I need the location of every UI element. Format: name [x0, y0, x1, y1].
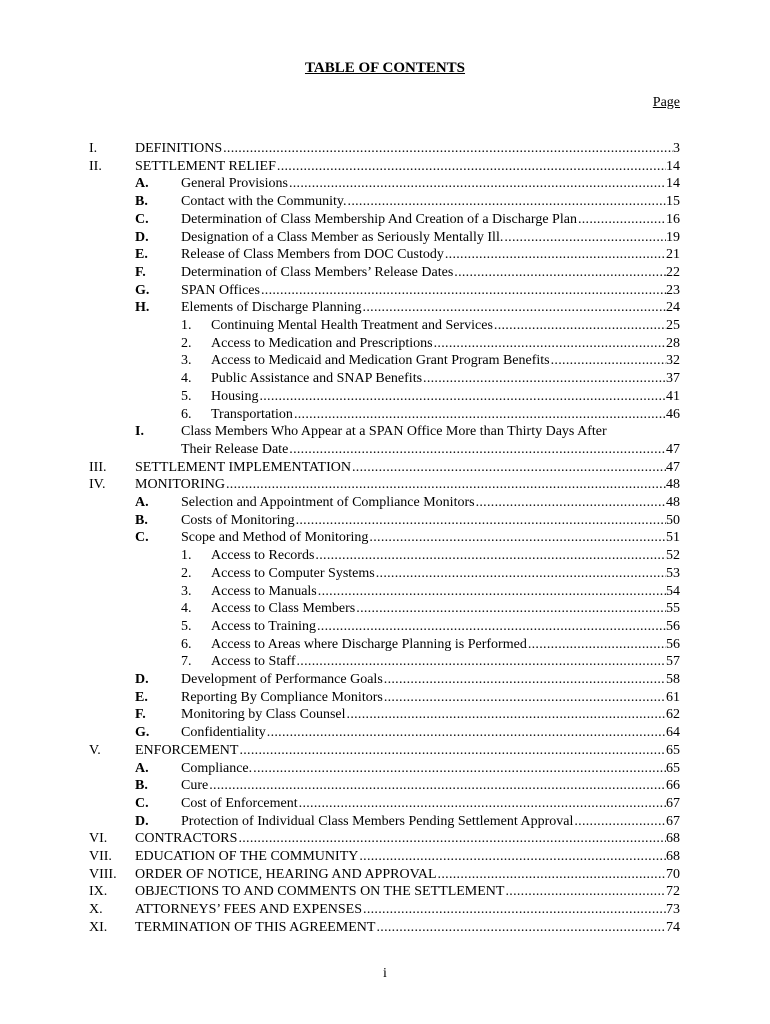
- toc-entry-title: Development of Performance Goals: [181, 672, 383, 687]
- toc-entry: [0, 140, 770, 158]
- toc-dot-leader: [352, 459, 666, 477]
- toc-entry-page: 65: [666, 742, 680, 758]
- toc-entry-number: 4.: [181, 601, 192, 617]
- toc-dot-leader: [528, 636, 666, 654]
- toc-dot-leader: [299, 795, 666, 813]
- toc-entry-title: Access to Medicaid and Medication Grant Program Benefits: [211, 353, 550, 369]
- toc-entry-number: 4.: [181, 371, 192, 387]
- toc-entry-line: [211, 406, 680, 424]
- toc-entry: [0, 476, 770, 494]
- toc-entry-title: SPAN Offices: [181, 282, 260, 298]
- toc-entry-line: [181, 529, 680, 547]
- toc-entry-page: 53: [666, 565, 680, 581]
- toc-entry-title: Selection and Appointment of Compliance Monitors: [181, 495, 475, 510]
- toc-entry-number: E.: [135, 247, 148, 263]
- toc-dot-leader: [423, 370, 666, 388]
- toc-entry-number: 5.: [181, 618, 192, 634]
- toc-entry-title: ATTORNEYS’ FEES AND EXPENSES: [135, 902, 363, 918]
- toc-entry-page: 57: [666, 654, 680, 670]
- toc-dot-leader: [238, 830, 666, 848]
- toc-entry-number: 7.: [181, 654, 192, 670]
- toc-dot-leader: [504, 229, 666, 247]
- toc-entry-page: 37: [666, 371, 680, 387]
- toc-entry: [0, 423, 770, 441]
- toc-dot-leader: [315, 547, 666, 565]
- toc-entry-number: IX.: [89, 884, 108, 900]
- toc-entry-number: I.: [135, 424, 144, 440]
- toc-entry: [0, 618, 770, 636]
- toc-entry-title: Reporting By Compliance Monitors: [181, 689, 383, 705]
- toc-entry-page: 51: [666, 530, 680, 546]
- toc-entry-line: [211, 583, 680, 601]
- toc-dot-leader: [289, 441, 666, 459]
- toc-entry-title: Designation of a Class Member as Seriously Mentally Ill.: [181, 229, 504, 245]
- toc-entry-title: Access to Class Members: [211, 601, 356, 617]
- toc-entry-title: Protection of Individual Class Members Pending Settlement Approval: [181, 813, 574, 829]
- toc-entry-title: Access to Medication and Prescriptions: [211, 335, 433, 351]
- toc-entry: [0, 175, 770, 193]
- toc-entry-page: 14: [666, 158, 680, 174]
- toc-entry-line: [181, 299, 680, 317]
- toc-entry-page: 68: [666, 831, 680, 847]
- toc-entry-number: B.: [135, 512, 148, 528]
- toc-entry-number: 6.: [181, 636, 192, 652]
- toc-entry-line: [181, 246, 680, 264]
- toc-entry: [0, 547, 770, 565]
- toc-entry: [0, 883, 770, 901]
- toc-entry-number: G.: [135, 282, 150, 298]
- toc-entry-page: 24: [666, 300, 680, 316]
- toc-entry-page: 66: [666, 778, 680, 794]
- toc-entry-page: 41: [666, 388, 680, 404]
- toc-dot-leader: [369, 529, 666, 547]
- toc-entry-line: [181, 813, 680, 831]
- toc-entry-title: Cost of Enforcement: [181, 795, 298, 811]
- toc-entry-page: 3: [673, 141, 680, 156]
- toc-entry-page: 67: [666, 813, 680, 829]
- toc-entry-page: 64: [666, 725, 680, 741]
- toc-entry-number: 2.: [181, 565, 192, 581]
- toc-entry: [0, 264, 770, 282]
- toc-entry: [0, 459, 770, 477]
- toc-entry-page: 22: [666, 264, 680, 280]
- toc-dot-leader: [289, 175, 666, 193]
- toc-entry-title: General Provisions: [181, 176, 288, 192]
- toc-entry: [0, 830, 770, 848]
- toc-entry-number: B.: [135, 194, 148, 210]
- toc-entry: [0, 689, 770, 707]
- toc-entry-line: [181, 760, 680, 778]
- toc-entry: [0, 370, 770, 388]
- toc-entry-title: ORDER OF NOTICE, HEARING AND APPROVAL: [135, 866, 437, 882]
- toc-entry-page: 48: [666, 495, 680, 510]
- toc-entry-number: VI.: [89, 831, 108, 847]
- toc-entry-page: 68: [666, 849, 680, 864]
- toc-entry-page: 28: [666, 335, 680, 351]
- toc-dot-leader: [318, 583, 666, 601]
- toc-entry-number: D.: [135, 813, 149, 829]
- toc-entry-page: 73: [666, 902, 680, 918]
- toc-entry-page: 62: [666, 707, 680, 723]
- toc-entry-line: [181, 689, 680, 707]
- toc-entry-line: [135, 901, 680, 919]
- toc-entry-title: TERMINATION OF THIS AGREEMENT: [135, 919, 376, 935]
- toc-entry-number: VIII.: [89, 866, 117, 882]
- toc-entry-title: Access to Records: [211, 548, 315, 564]
- toc-dot-leader: [209, 777, 666, 795]
- toc-entry-line: [135, 140, 680, 158]
- toc-entry-page: 55: [666, 601, 680, 617]
- toc-entry-line: [211, 636, 680, 654]
- toc-entry: [0, 795, 770, 813]
- toc-dot-leader: [296, 512, 666, 530]
- toc-entry: [0, 494, 770, 512]
- toc-dot-leader: [356, 600, 666, 618]
- toc-entry-number: IV.: [89, 477, 106, 493]
- toc-entry-number: XI.: [89, 919, 108, 935]
- page-column-label: Page: [652, 95, 680, 110]
- toc-entry: [0, 317, 770, 335]
- toc-entry-number: C.: [135, 530, 149, 546]
- toc-entry: [0, 529, 770, 547]
- toc-entry: [0, 246, 770, 264]
- toc-entry-line: [181, 264, 680, 282]
- toc-entry-page: 72: [666, 884, 680, 900]
- toc-entry-number: F.: [135, 707, 146, 723]
- toc-entry-line: [181, 175, 680, 193]
- toc-entry-page: 67: [666, 795, 680, 811]
- toc-entry: [0, 866, 770, 884]
- toc-entry-title: Determination of Class Membership And Creation of a Discharge Plan: [181, 211, 577, 227]
- toc-dot-leader: [317, 618, 666, 636]
- toc-entry-number: 6.: [181, 406, 192, 422]
- toc-entry-number: 1.: [181, 548, 192, 564]
- toc-entry-number: VII.: [89, 849, 112, 864]
- toc-entry-number: A.: [135, 495, 149, 510]
- toc-entry-line: [135, 830, 680, 848]
- toc-entry: [0, 229, 770, 247]
- toc-dot-leader: [223, 140, 673, 158]
- toc-entry-page: 52: [666, 548, 680, 564]
- toc-entry-line: [211, 653, 680, 671]
- toc-dot-leader: [454, 264, 666, 282]
- toc-entry-line: [181, 193, 680, 211]
- toc-entry-line: [181, 795, 680, 813]
- toc-entry: [0, 211, 770, 229]
- toc-entry-line: [135, 742, 680, 760]
- toc-entry-title: Transportation: [211, 406, 293, 422]
- toc-dot-leader: [348, 193, 666, 211]
- toc-entry-line: [211, 370, 680, 388]
- toc-entry-number: G.: [135, 725, 150, 741]
- toc-entry-line: [211, 618, 680, 636]
- toc-entry-number: A.: [135, 176, 149, 192]
- toc-entry-line: [181, 494, 680, 512]
- toc-entry-page: 54: [666, 583, 680, 599]
- toc-entry: [0, 565, 770, 583]
- toc-entry: [0, 636, 770, 654]
- toc-entry-line: [135, 459, 680, 477]
- toc-dot-leader: [363, 901, 666, 919]
- toc-dot-leader: [445, 246, 666, 264]
- toc-entry: [0, 653, 770, 671]
- toc-entry-title: Scope and Method of Monitoring: [181, 530, 369, 546]
- toc-dot-leader: [438, 866, 666, 884]
- toc-entry: [0, 441, 770, 459]
- toc-entry: [0, 742, 770, 760]
- toc-entry-page: 50: [666, 512, 680, 528]
- toc-entry: [0, 813, 770, 831]
- toc-entry-page: 58: [666, 672, 680, 687]
- toc-entry-title: Monitoring by Class Counsel: [181, 707, 346, 723]
- toc-dot-leader: [259, 388, 666, 406]
- toc-dot-leader: [277, 158, 666, 176]
- toc-entry: [0, 760, 770, 778]
- toc-entry-number: B.: [135, 778, 148, 794]
- toc-entry: [0, 193, 770, 211]
- toc-entry-line: [181, 777, 680, 795]
- toc-entry-line: [211, 317, 680, 335]
- toc-dot-leader: [267, 724, 666, 742]
- toc-entry-title: Cure: [181, 778, 209, 794]
- toc-dot-leader: [261, 282, 666, 300]
- toc-entry-page: 47: [666, 459, 680, 475]
- toc-entry-title: Release of Class Members from DOC Custody: [181, 247, 444, 263]
- page-title: TABLE OF CONTENTS: [304, 60, 466, 76]
- toc-dot-leader: [505, 883, 666, 901]
- toc-entry-title: Compliance.: [181, 760, 253, 776]
- toc-dot-leader: [574, 813, 666, 831]
- toc-entry-line: [135, 158, 680, 176]
- toc-dot-leader: [494, 317, 666, 335]
- toc-entry: [0, 352, 770, 370]
- toc-entry-page: 25: [666, 318, 680, 333]
- toc-entry: [0, 299, 770, 317]
- toc-entry-title: Class Members Who Appear at a SPAN Office More than Thirty Days After: [181, 424, 607, 440]
- toc-entry: [0, 919, 770, 937]
- toc-dot-leader: [297, 653, 667, 671]
- toc-entry-line: [181, 724, 680, 742]
- toc-entry: [0, 671, 770, 689]
- toc-entry-title: Confidentiality: [181, 725, 266, 741]
- toc-entry-title: MONITORING: [135, 477, 225, 493]
- toc-entry-line: [181, 211, 680, 229]
- page-number-footer: i: [383, 966, 387, 981]
- toc-entry: [0, 158, 770, 176]
- toc-entry-number: F.: [135, 264, 146, 280]
- toc-entry-page: 15: [666, 194, 680, 210]
- toc-entry-title: Access to Computer Systems: [211, 565, 375, 581]
- toc-entry: [0, 583, 770, 601]
- toc-entry-line: [211, 352, 680, 370]
- toc-dot-leader: [347, 706, 666, 724]
- toc-entry-title: Elements of Discharge Planning: [181, 300, 362, 316]
- toc-entry-title: Housing: [211, 388, 259, 404]
- toc-dot-leader: [253, 760, 666, 778]
- toc-entry-line: [181, 441, 680, 459]
- toc-dot-leader: [578, 211, 666, 229]
- toc-entry: [0, 406, 770, 424]
- toc-entry-title: Public Assistance and SNAP Benefits: [211, 371, 423, 387]
- toc-dot-leader: [376, 919, 666, 937]
- toc-entry-page: 56: [666, 636, 680, 652]
- toc-entry-number: 3.: [181, 353, 192, 369]
- toc-entry-page: 70: [666, 866, 680, 882]
- toc-entry: [0, 848, 770, 866]
- toc-dot-leader: [376, 565, 666, 583]
- toc-entry-line: [135, 919, 680, 937]
- toc-entry-title: CONTRACTORS: [135, 831, 238, 847]
- toc-dot-leader: [551, 352, 666, 370]
- toc-entry-line: [135, 476, 680, 494]
- toc-entry-line: [211, 565, 680, 583]
- toc-entry-line: [211, 335, 680, 353]
- toc-entry-number: X.: [89, 902, 103, 918]
- toc-entry: [0, 335, 770, 353]
- toc-entry-page: 46: [666, 406, 680, 422]
- toc-entry-page: 65: [666, 760, 680, 776]
- toc-entry: [0, 600, 770, 618]
- toc-entry-number: II.: [89, 158, 102, 174]
- toc-entry-page: 48: [666, 477, 680, 493]
- toc-entry-title: SETTLEMENT RELIEF: [135, 158, 276, 174]
- toc-entry-number: E.: [135, 689, 148, 705]
- toc-entry-line: [135, 866, 680, 884]
- toc-entry: [0, 388, 770, 406]
- toc-entry: [0, 901, 770, 919]
- toc-entry-number: 5.: [181, 388, 192, 404]
- toc-entry-title: Costs of Monitoring: [181, 512, 295, 528]
- toc-entry-page: 21: [666, 247, 680, 263]
- toc-entry-number: V.: [89, 742, 101, 758]
- toc-entry-line: [211, 388, 680, 406]
- toc-entry-line: [211, 547, 680, 565]
- toc-entry-page: 74: [666, 919, 680, 935]
- toc-dot-leader: [434, 335, 666, 353]
- toc-entry-title: Determination of Class Members’ Release Dates: [181, 264, 454, 280]
- toc-dot-leader: [363, 299, 666, 317]
- toc-entry-title: Access to Areas where Discharge Planning is Performed: [211, 636, 527, 652]
- toc-entry-number: H.: [135, 300, 150, 316]
- toc-entry-title: Access to Manuals: [211, 583, 317, 599]
- toc-entry-title: OBJECTIONS TO AND COMMENTS ON THE SETTLEMENT: [135, 884, 505, 900]
- toc-dot-leader: [226, 476, 666, 494]
- toc-entry-title: ENFORCEMENT: [135, 742, 239, 758]
- toc-entry-number: C.: [135, 795, 149, 811]
- toc-entry-page: 47: [666, 441, 680, 457]
- toc-entry-title: DEFINITIONS: [135, 141, 223, 156]
- toc-entry-line: [181, 423, 680, 441]
- toc-entry: [0, 724, 770, 742]
- toc-entry-page: 56: [666, 618, 680, 634]
- toc-entry-title: SETTLEMENT IMPLEMENTATION: [135, 459, 351, 475]
- toc-entry-page: 23: [666, 282, 680, 298]
- toc-entry: [0, 512, 770, 530]
- toc-entry-line: [135, 883, 680, 901]
- toc-entry-number: III.: [89, 459, 107, 475]
- toc-entry-line: [181, 706, 680, 724]
- toc-entry-line: [181, 229, 680, 247]
- toc-entry-line: [181, 512, 680, 530]
- toc-entry-page: 32: [666, 353, 680, 369]
- toc-entry-title: Contact with the Community.: [181, 194, 347, 210]
- toc-dot-leader: [476, 494, 666, 512]
- toc-entry-page: 61: [666, 689, 680, 705]
- toc-entry: [0, 777, 770, 795]
- toc-entry-title: Continuing Mental Health Treatment and Services: [211, 318, 493, 333]
- toc-entry-page: 19: [666, 229, 680, 245]
- toc-dot-leader: [359, 848, 666, 866]
- toc-entry-page: 14: [666, 176, 680, 192]
- toc-dot-leader: [239, 742, 666, 760]
- toc-entry-page: 16: [666, 211, 680, 227]
- toc-entry-number: 1.: [181, 318, 192, 333]
- toc-entry-line: [135, 848, 680, 866]
- toc-entry-title: Access to Staff: [211, 654, 296, 670]
- toc-entry-number: C.: [135, 211, 149, 227]
- toc-entry-number: 2.: [181, 335, 192, 351]
- toc-dot-leader: [384, 671, 666, 689]
- toc-entry-line: [181, 282, 680, 300]
- toc-entry-line: [211, 600, 680, 618]
- toc-entry-number: I.: [89, 141, 98, 156]
- toc-entry-title: Access to Training: [211, 618, 316, 634]
- toc-entry-number: 3.: [181, 583, 192, 599]
- toc-entry-number: D.: [135, 229, 149, 245]
- toc-entry: [0, 706, 770, 724]
- toc-entry-title: EDUCATION OF THE COMMUNITY: [135, 849, 359, 864]
- toc-dot-leader: [384, 689, 666, 707]
- toc-entry: [0, 282, 770, 300]
- toc-dot-leader: [294, 406, 666, 424]
- toc-entry-title: Their Release Date: [181, 441, 289, 457]
- toc-entry-number: A.: [135, 760, 149, 776]
- toc-entry-line: [181, 671, 680, 689]
- toc-entry-number: D.: [135, 672, 149, 687]
